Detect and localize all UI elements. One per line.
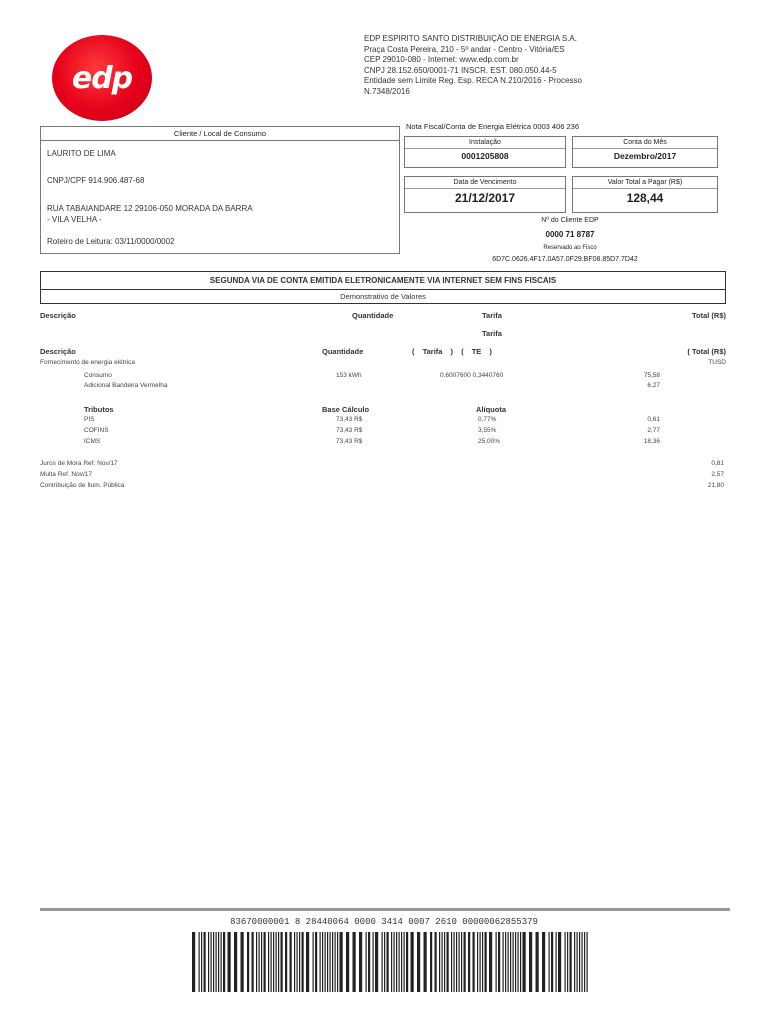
barcode-bar (396, 932, 397, 992)
col2-header-total: ( Total (R$) (687, 347, 726, 356)
barcode-bar (247, 932, 249, 992)
barcode-bar (442, 932, 443, 992)
reserved-label: Reservado ao Fisco (543, 245, 597, 251)
barcode-bar (496, 932, 497, 992)
barcode-bar (302, 932, 304, 992)
col2-header-description: Descrição (40, 347, 76, 356)
barcode-bar (199, 932, 200, 992)
installation-box (404, 136, 566, 168)
invoice-title: Nota Fiscal/Conta de Energia Elétrica 0003 406 236 (406, 122, 580, 131)
barcode-bar (297, 932, 298, 992)
barcode-bar (482, 932, 483, 992)
extra-value: 2,57 (711, 471, 724, 478)
barcode-bar (375, 932, 378, 992)
month-value: Dezembro/2017 (613, 151, 677, 161)
barcode-bar (218, 932, 219, 992)
barcode-bar (278, 932, 279, 992)
barcode-bar (584, 932, 585, 992)
barcode-bar (582, 932, 583, 992)
barcode-bar (322, 932, 323, 992)
barcode-bar (498, 932, 500, 992)
barcode-bar (529, 932, 532, 992)
barcode-bar (359, 932, 362, 992)
tax-value: 2,77 (647, 427, 660, 434)
barcode-bar (468, 932, 470, 992)
barcode (190, 932, 592, 992)
tax-name: PIS (84, 416, 95, 423)
row-total: 75,58 (643, 372, 660, 379)
barcode-bar (411, 932, 414, 992)
barcode-bar (234, 932, 237, 992)
barcode-bar (459, 932, 460, 992)
barcode-bar (520, 932, 521, 992)
barcode-bar (387, 932, 389, 992)
client-code-value: 0000 71 8787 (545, 230, 595, 239)
barcode-bar (306, 932, 309, 992)
due-date-value: 21/12/2017 (454, 191, 516, 205)
barcode-bar (461, 932, 462, 992)
barcode-bar (444, 932, 445, 992)
barcode-bar (565, 932, 566, 992)
barcode-bar (558, 932, 561, 992)
month-box (572, 136, 718, 168)
barcode-bar (579, 932, 580, 992)
barcode-bar (259, 932, 260, 992)
barcode-bar (366, 932, 367, 992)
tax-name: ICMS (84, 438, 101, 445)
reading-route: Roteiro de Leitura: 03/11/0000/0002 (47, 237, 175, 246)
barcode-bar (417, 932, 420, 992)
barcode-bar (570, 932, 572, 992)
col-header-total: Total (R$) (691, 311, 726, 320)
tax-base: 73,43 R$ (336, 416, 363, 423)
tax-value: 18,36 (643, 438, 660, 445)
tax-rate: 3,55% (478, 427, 497, 434)
barcode-bar (391, 932, 392, 992)
barcode-bar (404, 932, 405, 992)
tax-header-rate: Alíquota (476, 405, 506, 414)
barcode-bar (211, 932, 212, 992)
extra-value: 21,80 (707, 482, 724, 489)
barcode-bar (320, 932, 321, 992)
company-line: Entidade sem Limite Reg. Esp. RECA N.210/2016 - Processo (364, 76, 582, 85)
row-description: Consumo (84, 372, 112, 379)
company-line: CEP 29010-080 - Internet: www.edp.com.br (364, 55, 519, 64)
barcode-bar (335, 932, 336, 992)
barcode-bar (542, 932, 545, 992)
tax-name: COFINS (84, 427, 109, 434)
barcode-bar (340, 932, 343, 992)
tariff-heading: Tarifa (482, 329, 502, 338)
barcode-bar (536, 932, 539, 992)
barcode-bar (208, 932, 209, 992)
tax-base: 73,43 R$ (336, 427, 363, 434)
barcode-bar (264, 932, 266, 992)
barcode-bar (384, 932, 385, 992)
barcode-bar (447, 932, 449, 992)
row-quantity: 153 kWh (336, 372, 362, 379)
barcode-bar (204, 932, 206, 992)
row-tariff: 0,6007600 0,3440760 (440, 372, 504, 379)
barcode-bar (508, 932, 509, 992)
tax-rate: 0,77% (478, 416, 497, 423)
barcode-bar (523, 932, 526, 992)
extra-description: Contribuição de Ilum. Pública (40, 482, 125, 489)
tax-base: 73,43 R$ (336, 438, 363, 445)
section-unit: TUSD (708, 359, 726, 366)
barcode-bar (315, 932, 317, 992)
barcode-bar (373, 932, 374, 992)
installation-value: 0001205808 (461, 151, 509, 161)
barcode-bar (587, 932, 588, 992)
customer-cpf: CNPJ/CPF 914.906.487-68 (47, 176, 145, 185)
section-label: Fornecimento de energia elétrica (40, 359, 136, 366)
customer-city: - VILA VELHA - (47, 215, 102, 224)
barcode-bar (394, 932, 395, 992)
barcode-bar (480, 932, 481, 992)
barcode-bar (261, 932, 262, 992)
barcode-bar (567, 932, 568, 992)
barcode-bar (299, 932, 300, 992)
barcode-bar (201, 932, 202, 992)
barcode-digits: 83670000001 8 28440064 0000 3414 0007 2610 00000062855379 (230, 917, 538, 927)
due-date-box (404, 176, 566, 213)
barcode-bar (451, 932, 452, 992)
barcode-bar (256, 932, 257, 992)
edp-logo (52, 35, 152, 121)
barcode-bar (290, 932, 292, 992)
barcode-bar (430, 932, 432, 992)
barcode-bar (382, 932, 383, 992)
footer-divider (40, 908, 730, 911)
installation-label: Instalação (405, 137, 565, 149)
barcode-bar (271, 932, 272, 992)
barcode-bar (456, 932, 457, 992)
barcode-bar (268, 932, 269, 992)
barcode-bar (216, 932, 217, 992)
barcode-bar (346, 932, 349, 992)
total-value: 128,44 (626, 191, 664, 205)
col2-header-tariff: ( Tarifa ) ( TE ) (412, 347, 492, 356)
barcode-bar (294, 932, 295, 992)
barcode-bar (223, 932, 225, 992)
barcode-bar (401, 932, 402, 992)
barcode-bar (313, 932, 314, 992)
barcode-bar (464, 932, 466, 992)
barcode-bar (276, 932, 277, 992)
reserved-value: 6D7C.0626.4F17.0A57.0F29.BF08.85D7.7D42 (492, 256, 638, 263)
barcode-bar (556, 932, 557, 992)
barcode-bar (228, 932, 231, 992)
barcode-bar (485, 932, 487, 992)
barcode-bar (489, 932, 492, 992)
barcode-bar (221, 932, 222, 992)
barcode-bar (510, 932, 511, 992)
customer-name: LAURITO DE LIMA (47, 149, 116, 158)
row-description: Adicional Bandeira Vermelha (84, 382, 168, 389)
company-line: CNPJ 28.152.650/0001-71 INSCR. EST. 080.050.44-5 (364, 65, 557, 75)
col-header-description: Descrição (40, 311, 76, 320)
barcode-bar (285, 932, 287, 992)
customer-address: RUA TABAIANDARE 12 29106-050 MORADA DA BARRA (47, 204, 253, 213)
tax-value: 0,61 (647, 416, 660, 423)
barcode-bar (213, 932, 214, 992)
barcode-bar (435, 932, 437, 992)
tax-header-base: Base Cálculo (322, 405, 370, 414)
customer-box (40, 126, 400, 254)
logo-text: edp (71, 60, 133, 96)
barcode-bar (574, 932, 575, 992)
barcode-bar (477, 932, 478, 992)
barcode-bar (424, 932, 427, 992)
barcode-bar (515, 932, 516, 992)
barcode-bar (513, 932, 514, 992)
barcode-bar (454, 932, 455, 992)
barcode-bar (353, 932, 356, 992)
barcode-bar (252, 932, 254, 992)
extra-description: Multa Ref. Nov/17 (40, 471, 93, 478)
barcode-bar (406, 932, 408, 992)
barcode-bar (505, 932, 506, 992)
tax-rate: 25,00% (478, 438, 501, 445)
barcode-bar (549, 932, 550, 992)
total-box (572, 176, 718, 213)
col2-header-quantity: Quantidade (322, 347, 364, 356)
barcode-bar (192, 932, 195, 992)
barcode-bar (273, 932, 274, 992)
barcode-bar (332, 932, 333, 992)
values-banner: Demonstrativo de Valores (40, 290, 726, 304)
row-total: 6,27 (647, 382, 660, 389)
barcode-bar (325, 932, 326, 992)
barcode-bar (337, 932, 338, 992)
barcode-bar (241, 932, 244, 992)
extra-value: 0,81 (711, 460, 724, 467)
col-header-quantity: Quantidade (352, 311, 394, 320)
due-date-label: Data de Vencimento (405, 177, 565, 189)
company-line: EDP ESPIRITO SANTO DISTRIBUIÇÃO DE ENERGIA S.A. (364, 34, 577, 43)
barcode-bar (368, 932, 370, 992)
barcode-bar (518, 932, 519, 992)
barcode-bar (281, 932, 283, 992)
barcode-bar (551, 932, 553, 992)
col-header-tariff: Tarifa (482, 311, 502, 320)
client-code-label: Nº do Cliente EDP (541, 217, 599, 224)
barcode-bar (330, 932, 331, 992)
barcode-bar (577, 932, 578, 992)
company-info (364, 34, 704, 97)
barcode-bar (473, 932, 475, 992)
extra-description: Juros de Mora Ref. Nov/17 (40, 460, 118, 467)
barcode-bar (399, 932, 400, 992)
barcode-bar (327, 932, 328, 992)
second-copy-banner: SEGUNDA VIA DE CONTA EMITIDA ELETRONICAMENTE VIA INTERNET SEM FINS FISCAIS (40, 271, 726, 290)
company-line: N.7348/2016 (364, 86, 410, 96)
month-label: Conta do Mês (573, 137, 717, 149)
barcode-bar (503, 932, 504, 992)
tax-header-name: Tributos (84, 405, 114, 414)
company-line: Praça Costa Pereira, 210 - 5º andar - Centro - Vitória/ES (364, 44, 565, 54)
customer-box-title: Cliente / Local de Consumo (41, 127, 399, 141)
barcode-bar (439, 932, 440, 992)
total-label: Valor Total a Pagar (R$) (573, 177, 717, 189)
